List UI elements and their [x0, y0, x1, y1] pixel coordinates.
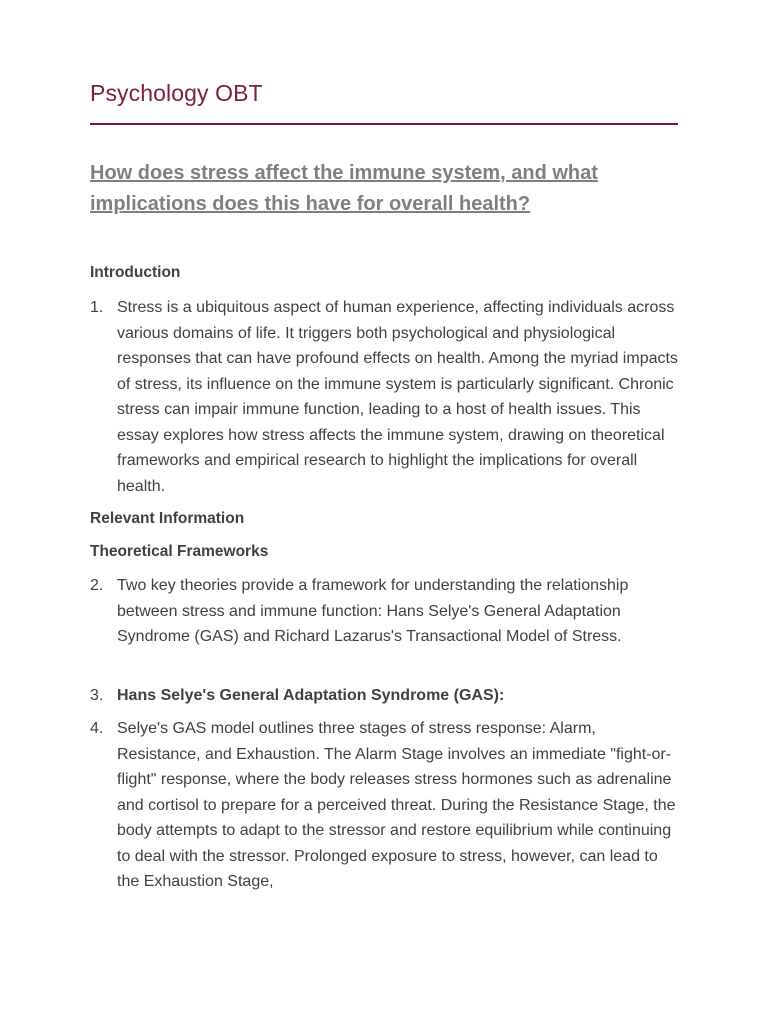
list-item — [90, 573, 680, 650]
section-heading-introduction: Introduction — [90, 264, 181, 281]
essay-question: How does stress affect the immune system, and what implications does this have for overall health? — [90, 162, 598, 215]
document-title: Psychology OBT — [90, 80, 263, 106]
list-item-number: 3. — [90, 687, 104, 704]
list-item-text: Selye's GAS model outlines three stages of stress response: Alarm, Resistance, and Exhaustion. The Alarm Stage involves an immediate "fight-or-flight" response, where the body releases stress hormones such as adrenaline and cortisol to prepare for a perceived threat. During the Resistance Stage, the body attempts to adapt to the stressor and restore equilibrium while continuing to deal with the stressor. Prolonged exposure to stress, however, can lead to the Exhaustion Stage, — [117, 720, 676, 890]
list-item-number: 4. — [90, 720, 104, 737]
list-item-text: Stress is a ubiquitous aspect of human experience, affecting individuals across various domains of life. It triggers both psychological and physiological responses that can have profound effects on health. Among the myriad impacts of stress, its influence on the immune system is particularly significant. Chronic stress can impair immune function, leading to a host of health issues. This essay explores how stress affects the immune system, drawing on theoretical frameworks and empirical research to highlight the implications for overall health. — [117, 299, 678, 495]
list-item — [90, 295, 680, 499]
list-item-number: 2. — [90, 577, 104, 594]
section-heading-relevant-information: Relevant Information — [90, 510, 245, 527]
list-item-text: Hans Selye's General Adaptation Syndrome (GAS): — [117, 687, 505, 704]
list-item — [90, 716, 680, 895]
list-item-number: 1. — [90, 299, 104, 316]
list-item — [90, 683, 680, 709]
list-item-text: Two key theories provide a framework for understanding the relationship between stress and immune function: Hans Selye's General Adaptation Syndrome (GAS) and Richard Lazarus's Transactional Model of Stress. — [117, 577, 629, 645]
title-divider — [90, 123, 678, 125]
section-heading-theoretical-frameworks: Theoretical Frameworks — [90, 543, 269, 560]
